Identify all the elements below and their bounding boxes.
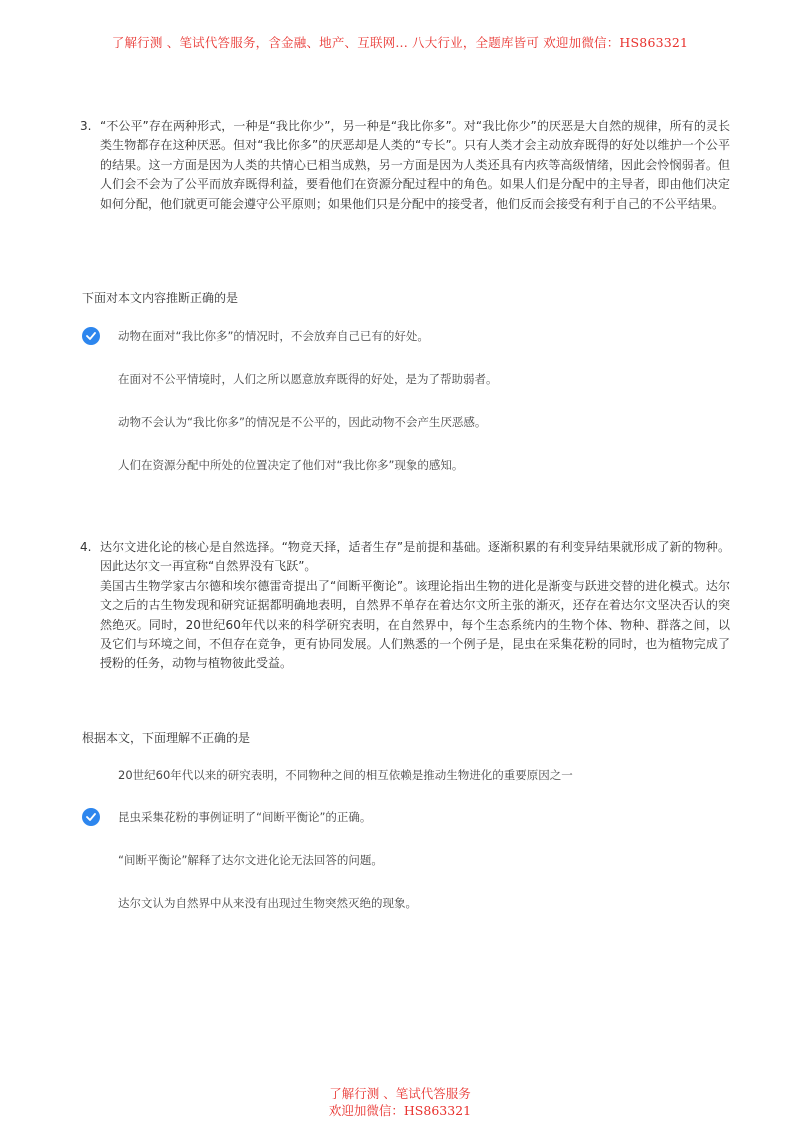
footer-banner <box>0 1085 800 1119</box>
question-prompt: 下面对本文内容推断正确的是 <box>82 291 239 305</box>
answer-option[interactable] <box>82 369 722 389</box>
option-label: 达尔文认为自然界中从来没有出现过生物突然灭绝的现象。 <box>118 896 417 910</box>
answer-option[interactable] <box>82 455 722 475</box>
option-label: “间断平衡论”解释了达尔文进化论无法回答的问题。 <box>118 853 383 867</box>
checkmark-icon <box>82 808 100 826</box>
passage-text: “不公平”存在两种形式，一种是“我比你少”，另一种是“我比你多”。对“我比你少”的厌恶是大自然的规律，所有的灵长类生物都存在这种厌恶。但对“我比你多”的厌恶却是人类的“专长”。只有人类才会主动放弃既得的好处以维护一个公平的结果。这一方面是因为人类的共情心已相当成熟，另一方面是因为人类还具有内疚等高级情绪，因此会怜悯弱者。但人们会不会为了公平而放弃既得利益，要看他们在资源分配过程中的角色。如果人们是分配中的主导者，即由他们决定如何分配，他们就更可能会遵守公平原则；如果他们只是分配中的接受者，他们反而会接受有利于自己的不公平结果。 <box>100 119 730 211</box>
question-4 <box>80 538 730 674</box>
question-prompt: 根据本文，下面理解不正确的是 <box>82 731 251 745</box>
answer-option-selected[interactable] <box>82 807 722 827</box>
question-number: 4. <box>80 540 92 554</box>
question-3 <box>80 117 730 214</box>
option-label: 昆虫采集花粉的事例证明了“间断平衡论”的正确。 <box>118 810 372 824</box>
question-passage <box>100 538 730 674</box>
option-label: 20世纪60年代以来的研究表明，不同物种之间的相互依赖是推动生物进化的重要原因之一 <box>118 768 573 782</box>
option-label: 动物不会认为“我比你多”的情况是不公平的，因此动物不会产生厌恶感。 <box>118 415 487 429</box>
answer-option[interactable] <box>82 412 722 432</box>
checkmark-icon <box>82 327 100 345</box>
answer-option[interactable] <box>82 850 722 870</box>
question-passage <box>100 117 730 214</box>
footer-line: 欢迎加微信：HS863321 <box>328 1103 472 1118</box>
answer-option-selected[interactable] <box>82 326 722 346</box>
option-label: 在面对不公平情境时，人们之所以愿意放弃既得的好处，是为了帮助弱者。 <box>118 372 498 386</box>
header-banner: 了解行测 、笔试代答服务，含金融、地产、互联网... 八大行业，全题库皆可 欢迎加微信：HS863321 <box>111 35 689 50</box>
question-number: 3. <box>80 119 92 133</box>
passage-text: 美国古生物学家古尔德和埃尔德雷奇提出了“间断平衡论”。该理论指出生物的进化是渐变与跃进交替的进化模式。达尔文之后的古生物发现和研究证据都明确地表明，自然界不单存在着达尔文所主张的渐灭，还存在着达尔文坚决否认的突然绝灭。同时，20世纪60年代以来的科学研究表明，在自然界中，每个生态系统内的生物个体、物种、群落之间，以及它们与环境之间，不但存在竞争，更有协同发展。人们熟悉的一个例子是，昆虫在采集花粉的同时，也为植物完成了授粉的任务，动物与植物彼此受益。 <box>100 578 730 671</box>
passage-text: 达尔文进化论的核心是自然选择。“物竞天择，适者生存”是前提和基础。逐渐积累的有利变异结果就形成了新的物种。因此达尔文一再宣称“自然界没有飞跃”。 <box>100 540 730 574</box>
answer-option[interactable] <box>82 765 722 785</box>
footer-line: 了解行测 、笔试代答服务 <box>329 1086 471 1101</box>
option-label: 动物在面对“我比你多”的情况时，不会放弃自己已有的好处。 <box>118 329 429 343</box>
answer-option[interactable] <box>82 893 722 913</box>
option-label: 人们在资源分配中所处的位置决定了他们对“我比你多”现象的感知。 <box>118 458 464 472</box>
